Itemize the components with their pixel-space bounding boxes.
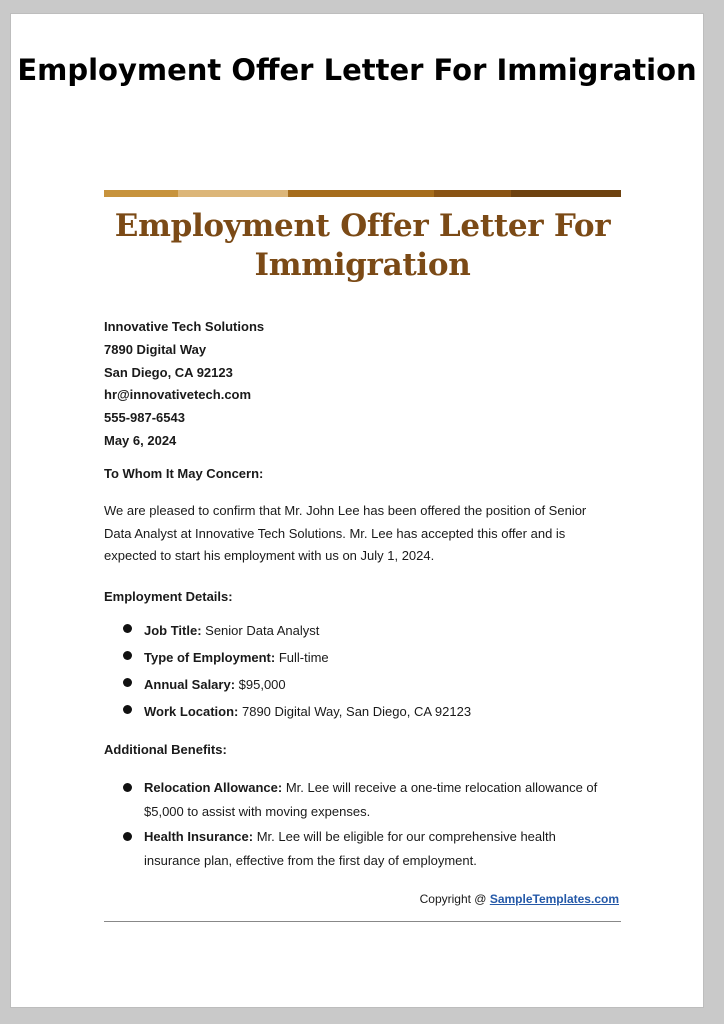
list-item [123,617,471,644]
footer-divider [104,921,621,922]
sender-email: hr@innovativetech.com [104,387,252,403]
employment-details-heading: Employment Details: [104,589,233,604]
employment-details-list [123,617,471,725]
document-title: Employment Offer Letter For Immigration [114,208,611,283]
copyright-prefix: Copyright @ [419,892,490,906]
item-label: Job Title: [144,623,202,638]
color-bar-segment [434,190,511,197]
item-label: Health Insurance: [144,829,254,844]
additional-benefits-list [123,776,603,874]
bullet-icon [123,783,132,792]
salutation: To Whom It May Concern: [104,466,264,481]
bullet-icon [123,624,132,633]
bullet-icon [123,705,132,714]
item-label: Relocation Allowance: [144,780,283,795]
bullet-icon [123,832,132,841]
color-bar-segment [511,190,621,197]
page-title: Employment Offer Letter For Immigration [17,53,697,87]
item-value: 7890 Digital Way, San Diego, CA 92123 [238,704,472,719]
item-value: $95,000 [235,677,286,692]
list-item [123,644,471,671]
color-bar-segment [104,190,178,197]
copyright-notice [420,891,619,907]
item-value: Mr. Lee will receive a one-time relocation allowance of $5,000 to assist with moving expenses. [144,780,598,819]
list-item [123,776,603,823]
decorative-color-bar [104,190,621,197]
additional-benefits-heading: Additional Benefits: [104,742,227,757]
sender-address-block [104,316,264,453]
sampletemplates-link[interactable]: SampleTemplates.com [489,892,619,906]
sender-city: San Diego, CA 92123 [104,364,233,380]
item-value: Full-time [275,650,329,665]
sender-phone: 555-987-6543 [104,410,185,426]
bullet-icon [123,651,132,660]
list-item [123,698,471,725]
intro-paragraph: We are pleased to confirm that Mr. John Lee has been offered the position of Senior Data Analyst at Innovative Tech Solutions. Mr. Lee has accepted this offer and is expected to start his employment with us on July 1, 2024. [104,503,587,563]
color-bar-segment [288,190,434,197]
item-label: Work Location: [144,704,239,719]
sender-company: Innovative Tech Solutions [104,319,265,334]
item-label: Type of Employment: [144,650,276,665]
item-value: Senior Data Analyst [201,623,320,638]
color-bar-segment [178,190,288,197]
page-frame [10,13,704,1008]
item-value: Mr. Lee will be eligible for our comprehensive health insurance plan, effective from the first day of employment. [144,829,556,868]
item-label: Annual Salary: [144,677,236,692]
list-item [123,825,603,872]
list-item [123,671,471,698]
sender-street: 7890 Digital Way [104,341,207,357]
letter-date: May 6, 2024 [104,432,177,448]
bullet-icon [123,678,132,687]
